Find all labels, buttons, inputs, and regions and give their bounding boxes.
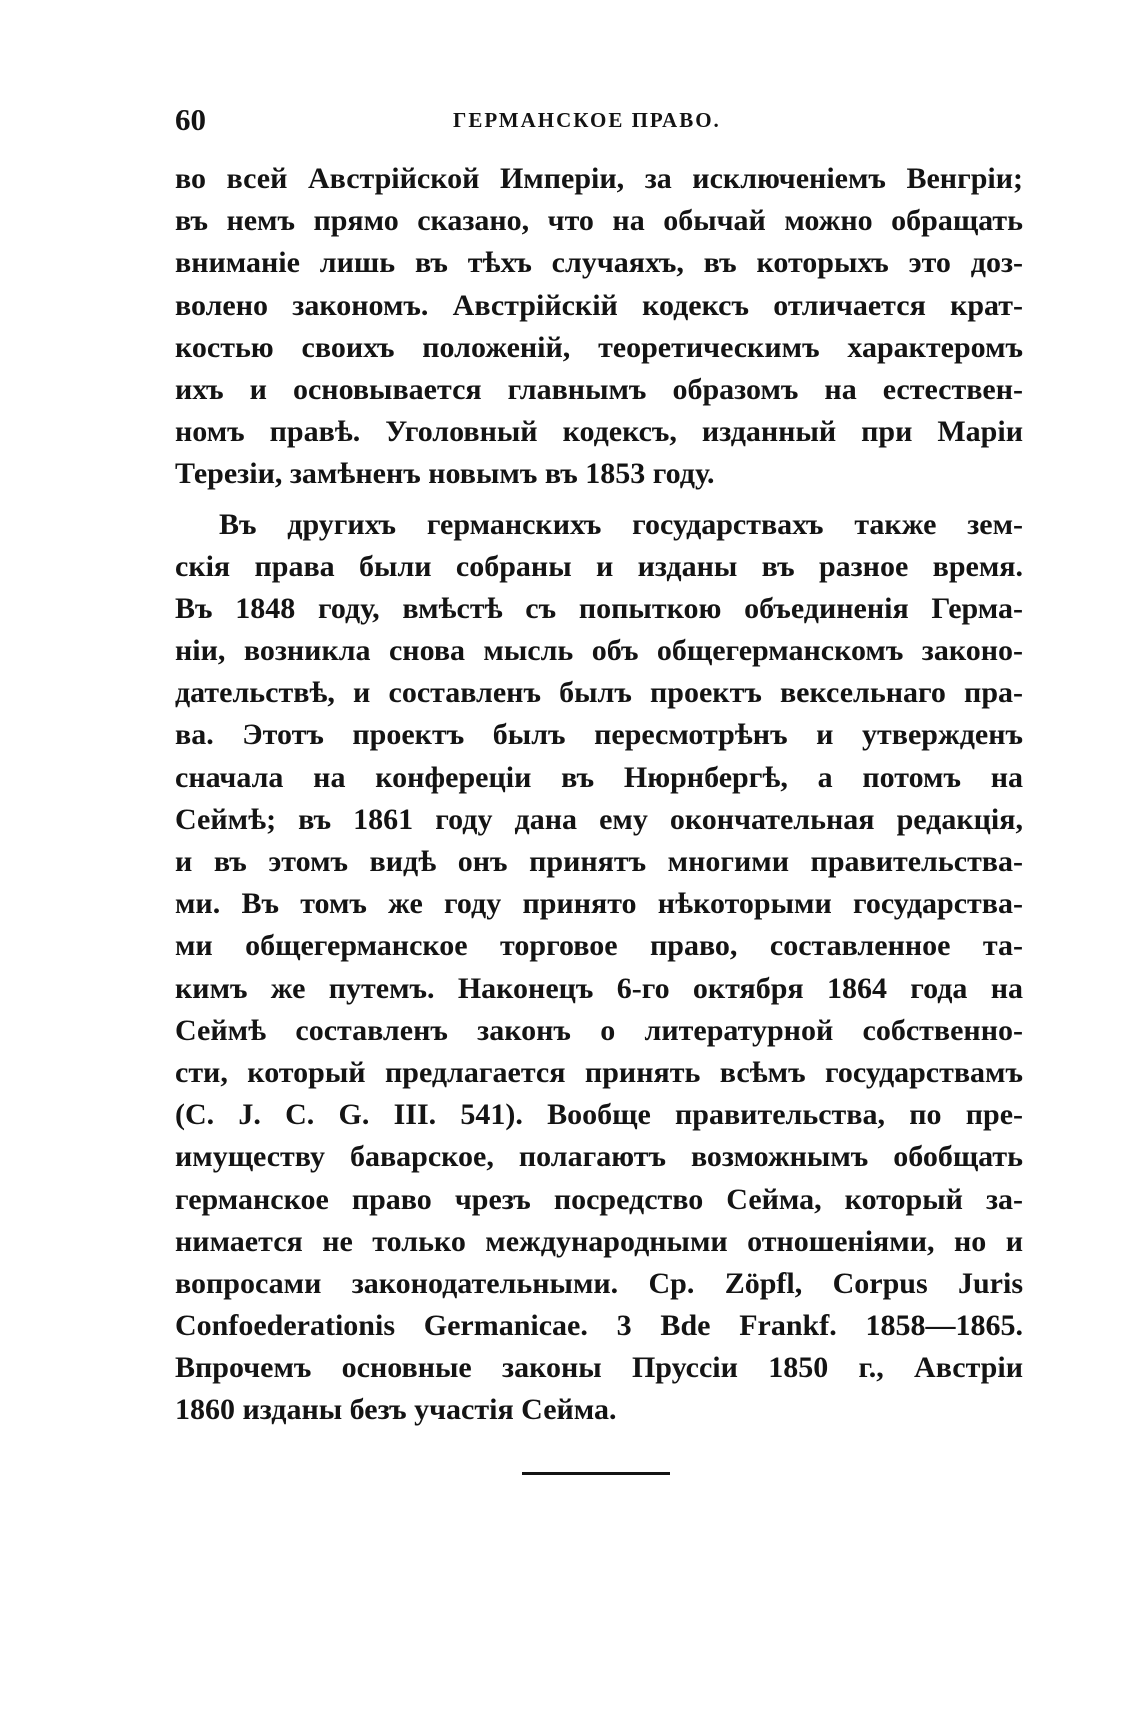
text-line: (C. J. C. G. III. 541). Вообще правительства, по пре- bbox=[175, 1098, 1023, 1132]
text-line: дательствѣ, и составленъ былъ проектъ вексельнаго пра- bbox=[175, 676, 1023, 710]
text-line: Впрочемъ основные законы Пруссіи 1850 г., Австріи bbox=[175, 1351, 1023, 1385]
text-line: ми. Въ томъ же году принято нѣкоторыми государства- bbox=[175, 887, 1023, 921]
text-line: нимается не только международными отношеніями, но и bbox=[175, 1224, 1023, 1258]
page-number: 60 bbox=[175, 102, 206, 137]
text-line: Въ 1848 году, вмѣстѣ съ попыткою объединенія Герма- bbox=[175, 591, 1023, 625]
text-line: номъ правѣ. Уголовный кодексъ, изданный при Маріи bbox=[175, 415, 1023, 449]
text-line: въ немъ прямо сказано, что на обычай можно обращать bbox=[175, 204, 1023, 238]
body-text bbox=[175, 158, 1023, 1432]
text-line: во всей Австрійской Имперіи, за исключеніемъ Венгріи; bbox=[175, 162, 1023, 195]
text-line: костью своихъ положеній, теоретическимъ характеромъ bbox=[175, 330, 1023, 364]
text-line: Сеймѣ составленъ законъ о литературной собственно- bbox=[175, 1013, 1023, 1047]
text-line: имуществу баварское, полагаютъ возможнымъ обобщать bbox=[175, 1140, 1023, 1174]
text-line: и въ этомъ видѣ онъ принятъ многими правительства- bbox=[175, 845, 1023, 878]
text-line: ми общегерманское торговое право, составленное та- bbox=[175, 929, 1023, 963]
text-line: скія права были собраны и изданы въ разное время. bbox=[175, 549, 1023, 583]
paragraph-1 bbox=[175, 158, 1023, 496]
text-line: вопросами законодательными. Ср. Zöpfl, Corpus Juris bbox=[175, 1266, 1023, 1300]
text-line: 1860 изданы безъ участія Сейма. bbox=[175, 1393, 617, 1427]
text-line: вниманіе лишь въ тѣхъ случаяхъ, въ которыхъ это доз- bbox=[175, 246, 1023, 280]
page-header bbox=[175, 98, 1025, 142]
text-line: Въ другихъ германскихъ государствахъ также зем- bbox=[219, 507, 1023, 541]
text-line: Сеймѣ; въ 1861 году дана ему окончательная редакція, bbox=[175, 802, 1023, 836]
text-line: Терезіи, замѣненъ новымъ въ 1853 году. bbox=[175, 457, 715, 491]
running-title: ГЕРМАНСКОЕ ПРАВО. bbox=[453, 108, 721, 132]
text-line: сти, который предлагается принять всѣмъ государствамъ bbox=[175, 1055, 1023, 1089]
text-line: Confoederationis Germanicae. 3 Bde Frankf. 1858—1865. bbox=[175, 1309, 1023, 1343]
text-line: сначала на конфереціи въ Нюрнбергѣ, а потомъ на bbox=[175, 760, 1023, 794]
text-line: кимъ же путемъ. Наконецъ 6-го октября 1864 года на bbox=[175, 971, 1023, 1005]
text-line: ихъ и основывается главнымъ образомъ на естествен- bbox=[175, 372, 1023, 406]
text-line: волено закономъ. Австрійскій кодексъ отличается крат- bbox=[175, 288, 1023, 322]
end-rule bbox=[522, 1472, 670, 1475]
text-line: германское право чрезъ посредство Сейма, который за- bbox=[175, 1182, 1023, 1216]
text-line: ніи, возникла снова мысль объ общегерманскомъ законо- bbox=[175, 634, 1023, 668]
text-line: ва. Этотъ проектъ былъ пересмотрѣнъ и утвержденъ bbox=[175, 718, 1023, 752]
paragraph-2 bbox=[175, 504, 1023, 1432]
